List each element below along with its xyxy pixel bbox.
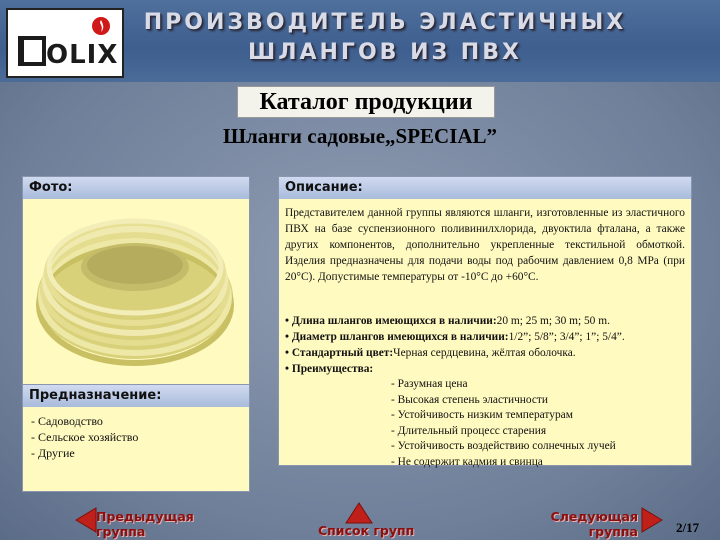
photo-panel (22, 176, 250, 386)
logo-p-mark-icon (18, 36, 46, 66)
length-value: 20 m; 25 m; 30 m; 50 m. (496, 315, 610, 327)
advantages-list (391, 377, 616, 470)
hose-photo (33, 205, 238, 375)
logo-flame-icon (91, 16, 111, 36)
color-label: • Стандартный цвет: (285, 347, 394, 359)
purpose-list (31, 413, 138, 461)
catalog-label: Каталог продукции (237, 86, 495, 118)
list-item: - Устойчивость низким температурам (391, 409, 573, 421)
diameter-label: • Диаметр шлангов имеющихся в наличии: (285, 331, 509, 343)
next-group-link[interactable] (528, 509, 638, 539)
list-item: - Садоводство (31, 414, 103, 428)
prev-group-label-line1: Предыдущая (96, 509, 194, 524)
purpose-panel (22, 384, 250, 492)
polix-logo (6, 8, 124, 78)
prev-group-label-line2: группа (96, 524, 146, 539)
description-panel (278, 176, 692, 466)
diameter-value: 1/2”; 5/8”; 3/4”; 1”; 5/4”. (508, 331, 625, 343)
next-group-label-line1: Следующая (550, 509, 638, 524)
diameter-row (285, 329, 685, 345)
prev-group-link[interactable] (96, 509, 206, 539)
photo-panel-title: Фото: (23, 177, 249, 199)
list-item: - Устойчивость воздействию солнечных лучей (391, 440, 616, 452)
list-item: - Разумная цена (391, 378, 468, 390)
purpose-panel-title: Предназначение: (23, 385, 249, 407)
list-item: - Другие (31, 446, 75, 460)
advantages-label: • Преимущества: (285, 363, 374, 375)
group-list-link[interactable]: Список групп (318, 523, 415, 538)
length-row (285, 313, 685, 329)
prev-arrow-icon[interactable] (74, 506, 98, 534)
header-title-line1: ПРОИЗВОДИТЕЛЬ ЭЛАСТИЧНЫХ (143, 10, 627, 35)
description-text: Представителем данной группы являются шланги, изготовленные из эластичного ПВХ на базе суспензионного поливинилхлорида, двуоктила фталана, а также других компонентов, дополнительно укрепленные текстильной обмоткой. Изделия предназначены для подачи воды под рабочим давлением 0,8 MPa (при 20°C). Допустимые температуры от -10°C до +60°C. (285, 207, 685, 283)
page-number: 2/17 (676, 520, 700, 535)
next-group-label-line2: группа (588, 524, 638, 539)
description-panel-title: Описание: (279, 177, 691, 199)
advantages-row (285, 361, 685, 377)
header-title-line2: ШЛАНГОВ ИЗ ПВХ (248, 40, 522, 65)
color-row (285, 345, 685, 361)
properties-list (285, 313, 685, 377)
list-item: - Длительный процесс старения (391, 424, 547, 437)
list-item: - Высокая степень эластичности (391, 393, 549, 406)
length-label: • Длина шлангов имеющихся в наличии: (285, 315, 497, 327)
next-arrow-icon[interactable] (640, 506, 664, 534)
group-list-arrow-icon[interactable] (345, 502, 373, 524)
list-item: - Не содержит кадмия и свинца (391, 455, 543, 468)
list-item: - Сельское хозяйство (31, 430, 139, 444)
product-title: Шланги садовые„SPECIAL” (222, 124, 498, 148)
color-value: Черная сердцевина, жёлтая оболочка. (393, 347, 576, 359)
logo-text: OLIX (46, 40, 119, 70)
